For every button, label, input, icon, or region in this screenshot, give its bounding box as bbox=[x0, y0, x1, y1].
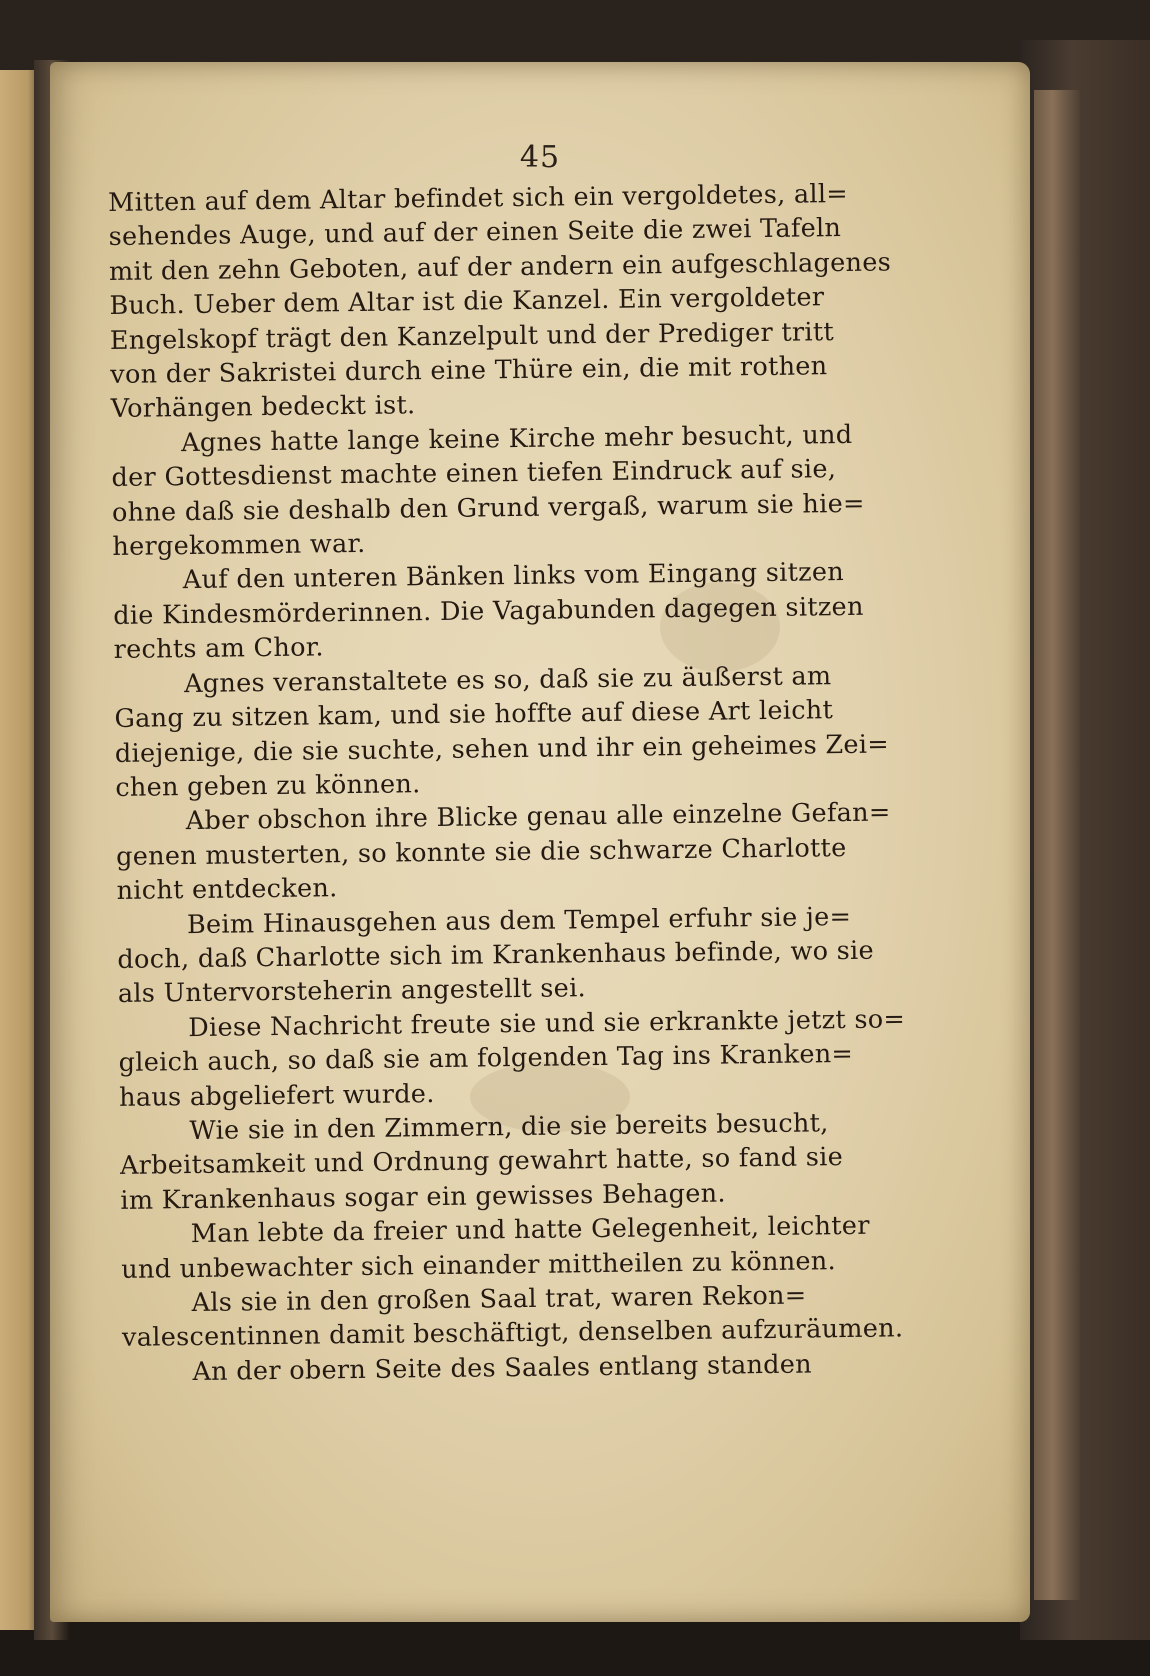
text-line: hergekommen war. bbox=[112, 528, 366, 563]
page-number: 45 bbox=[519, 140, 561, 175]
text-line: chen geben zu können. bbox=[115, 769, 421, 803]
text-line: genen musterten, so konnte sie die schwarze Charlotte bbox=[116, 832, 847, 872]
text-line: und unbewachter sich einander mittheilen zu können. bbox=[121, 1245, 837, 1285]
text-line: Wie sie in den Zimmern, die sie bereits besucht, bbox=[189, 1108, 829, 1147]
text-line: valescentinnen damit beschäftigt, denselben aufzuräumen. bbox=[121, 1313, 904, 1354]
text-line: Engelskopf trägt den Kanzelpult und der Prediger tritt bbox=[109, 316, 835, 356]
text-line: im Krankenhaus sogar ein gewisses Behagen. bbox=[120, 1178, 726, 1216]
text-line: von der Sakristei durch eine Thüre ein, die mit rothen bbox=[110, 351, 828, 391]
book-page bbox=[50, 62, 1030, 1622]
text-line: Diese Nachricht freute sie und sie erkrankte jetzt so= bbox=[188, 1004, 906, 1043]
text-line: diejenige, die sie suchte, sehen und ihr ein geheimes Zei= bbox=[114, 729, 890, 769]
text-line: doch, daß Charlotte sich im Krankenhaus befinde, wo sie bbox=[117, 935, 875, 975]
cover-leather-edge bbox=[1034, 90, 1080, 1600]
text-line: Arbeitsamkeit und Ordnung gewahrt hatte, so fand sie bbox=[119, 1142, 844, 1182]
text-line: haus abgeliefert wurde. bbox=[118, 1078, 435, 1113]
text-line: Buch. Ueber dem Altar ist die Kanzel. Ein vergoldeter bbox=[109, 282, 825, 322]
text-line: die Kindesmörderinnen. Die Vagabunden dagegen sitzen bbox=[113, 591, 864, 631]
text-line: Man lebte da freier und hatte Gelegenheit, leichter bbox=[190, 1210, 870, 1250]
text-line: Beim Hinausgehen aus dem Tempel erfuhr sie je= bbox=[186, 901, 852, 940]
text-line: Agnes hatte lange keine Kirche mehr besucht, und bbox=[180, 419, 853, 458]
text-line: der Gottesdienst machte einen tiefen Eindruck auf sie, bbox=[111, 454, 837, 494]
text-line: sehendes Auge, und auf der einen Seite die zwei Tafeln bbox=[108, 213, 842, 253]
text-line: gleich auch, so daß sie am folgenden Tag ins Kranken= bbox=[118, 1039, 854, 1079]
text-line: nicht entdecken. bbox=[116, 873, 338, 907]
text-line: Agnes veranstaltete es so, daß sie zu äußerst am bbox=[183, 660, 832, 699]
text-line: Mitten auf dem Altar befindet sich ein vergoldetes, all= bbox=[108, 178, 849, 218]
text-line: rechts am Chor. bbox=[113, 632, 325, 666]
body-text bbox=[108, 176, 953, 1390]
text-line: Als sie in den großen Saal trat, waren Rekon= bbox=[191, 1280, 807, 1319]
text-line: als Untervorsteherin angestellt sei. bbox=[117, 973, 587, 1010]
text-line: ohne daß sie deshalb den Grund vergaß, warum sie hie= bbox=[111, 488, 865, 528]
text-line: Vorhängen bedeckt ist. bbox=[110, 390, 416, 425]
text-line: Aber obschon ihre Blicke genau alle einzelne Gefan= bbox=[185, 797, 891, 837]
text-line: mit den zehn Geboten, auf der andern ein aufgeschlagenes bbox=[108, 247, 892, 287]
text-line: An der obern Seite des Saales entlang standen bbox=[192, 1349, 813, 1387]
text-line: Gang zu sitzen kam, und sie hoffte auf diese Art leicht bbox=[114, 695, 834, 735]
text-line: Auf den unteren Bänken links vom Eingang sitzen bbox=[182, 557, 845, 596]
